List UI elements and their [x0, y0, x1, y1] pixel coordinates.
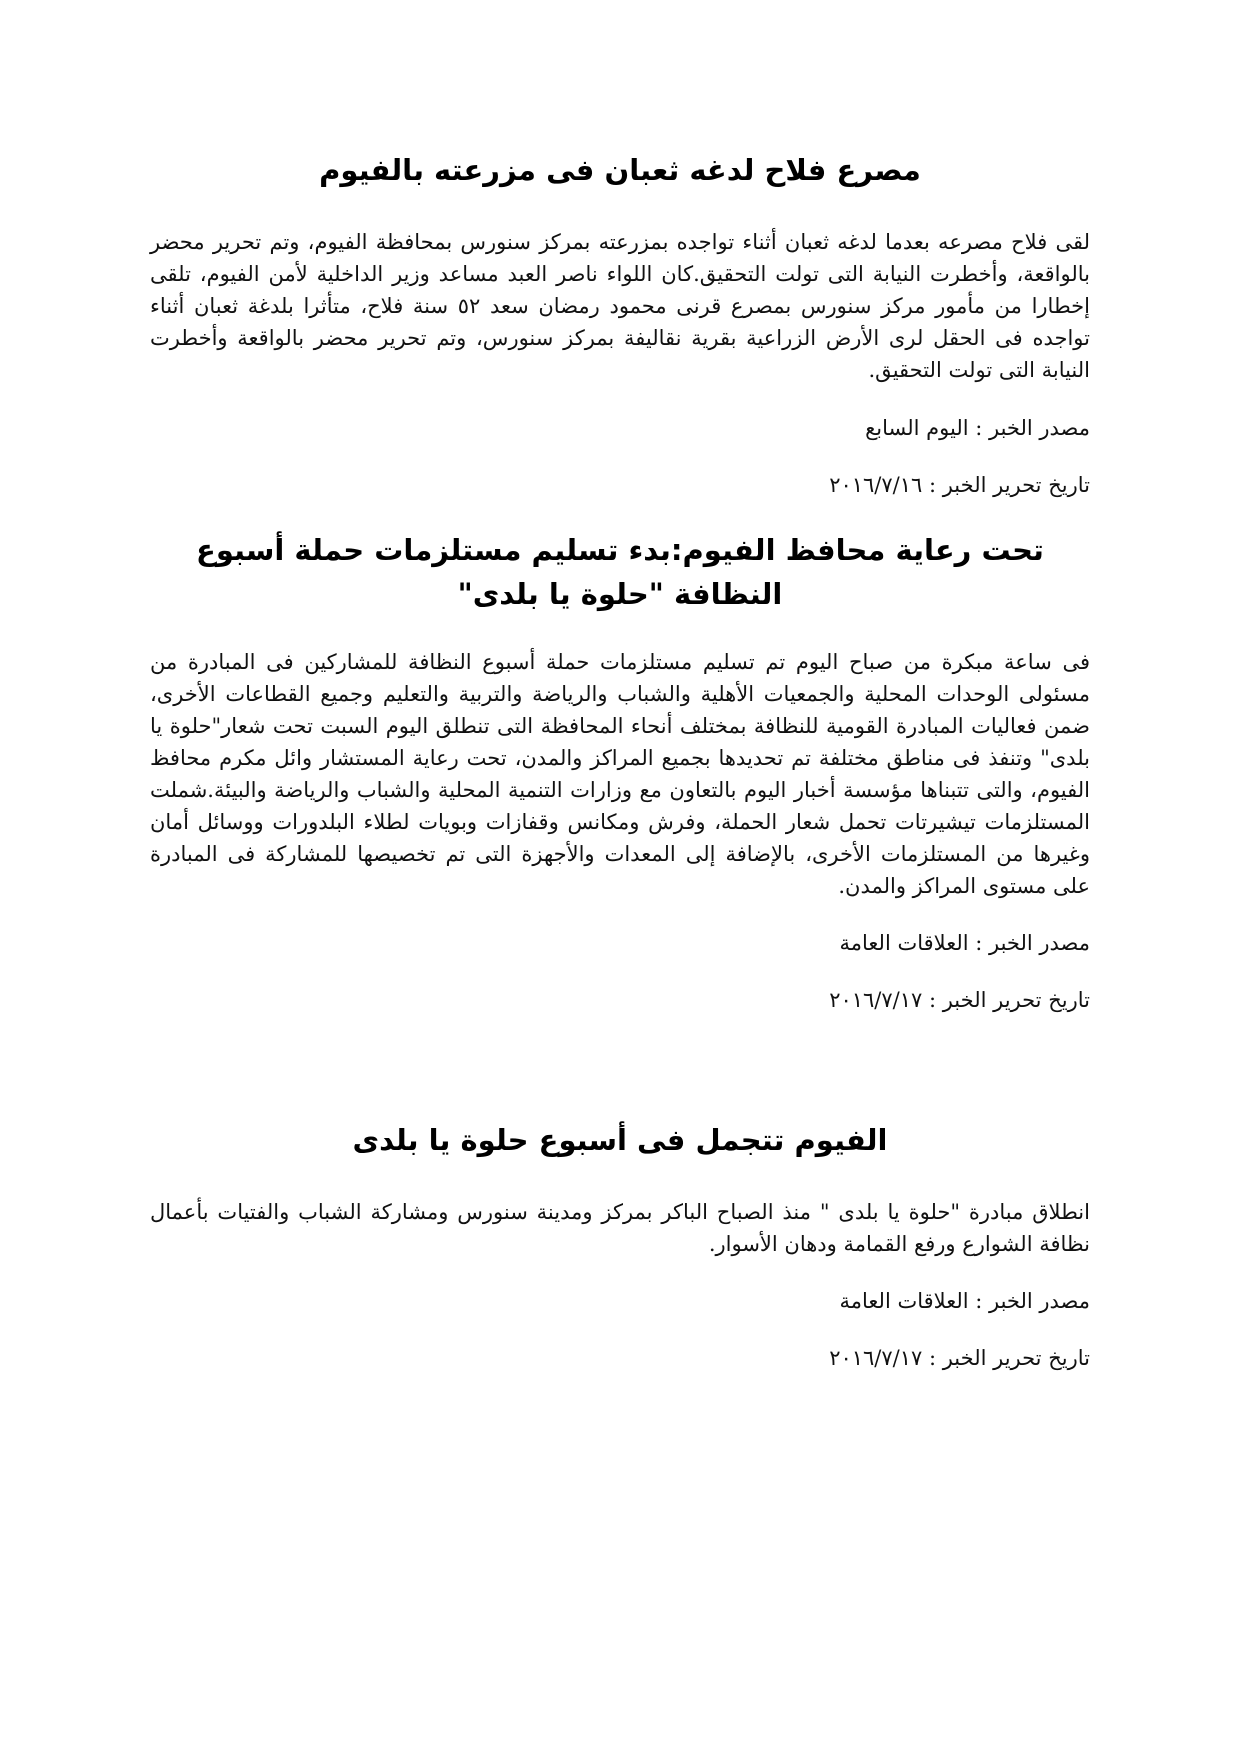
- news-document-page: [150, 0, 1090, 1754]
- news-article: [150, 1118, 1090, 1373]
- article-source: مصدر الخبر : العلاقات العامة: [839, 931, 1090, 955]
- article-headline: الفيوم تتجمل فى أسبوع حلوة يا بلدى: [352, 1123, 888, 1157]
- article-headline: تحت رعاية محافظ الفيوم:بدء تسليم مستلزمات حملة أسبوع النظافة "حلوة يا بلدى": [196, 533, 1044, 611]
- article-body: انطلاق مبادرة "حلوة يا بلدى " منذ الصباح الباكر بمركز ومدينة سنورس ومشاركة الشباب والفتيات بأعمال نظافة الشوارع ورفع القمامة ودهان الأسوار.: [150, 1200, 1090, 1256]
- news-article: [150, 528, 1090, 1015]
- article-date: تاريخ تحرير الخبر : ٢٠١٦/٧/١٧: [829, 1346, 1090, 1370]
- article-headline: مصرع فلاح لدغه ثعبان فى مزرعته بالفيوم: [319, 153, 921, 187]
- article-body: فى ساعة مبكرة من صباح اليوم تم تسليم مستلزمات حملة أسبوع النظافة للمشاركين فى المبادرة من مسئولى الوحدات المحلية والجمعيات الأهلية والشباب والرياضة والتربية والتعليم وجميع القطاعات الأخرى، ضمن فعاليات المبادرة القومية للنظافة بمختلف أنحاء المحافظة التى تنطلق اليوم السبت تحت شعار"حلوة يا بلدى" وتنفذ فى مناطق مختلفة تم تحديدها بجميع المراكز والمدن، تحت رعاية المستشار وائل مكرم محافظ الفيوم، والتى تتبناها مؤسسة أخبار اليوم بالتعاون مع وزارات التنمية المحلية والشباب والرياضة والبيئة.شملت المستلزمات تيشيرتات تحمل شعار الحملة، وفرش ومكانس وقفازات وبويات لطلاء البلدورات ووسائل أمان وغيرها من المستلزمات الأخرى، بالإضافة إلى المعدات والأجهزة التى تم تخصيصها للمشاركة فى المبادرة على مستوى المراكز والمدن.: [150, 650, 1090, 898]
- article-body: لقى فلاح مصرعه بعدما لدغه ثعبان أثناء تواجده بمزرعته بمركز سنورس بمحافظة الفيوم، وتم تحرير محضر بالواقعة، وأخطرت النيابة التى تولت التحقيق.كان اللواء ناصر العبد مساعد وزير الداخلية لأمن الفيوم، تلقى إخطارا من مأمور مركز سنورس بمصرع قرنى محمود رمضان سعد ٥٢ سنة فلاح، متأثرا بلدغة ثعبان أثناء تواجده فى الحقل لرى الأرض الزراعية بقرية نقاليفة بمركز سنورس، وتم تحرير محضر بالواقعة وأخطرت النيابة التى تولت التحقيق.: [150, 230, 1090, 382]
- article-date: تاريخ تحرير الخبر : ٢٠١٦/٧/١٦: [829, 473, 1090, 497]
- article-date: تاريخ تحرير الخبر : ٢٠١٦/٧/١٧: [829, 988, 1090, 1012]
- article-source: مصدر الخبر : اليوم السابع: [865, 416, 1090, 440]
- news-article: [150, 148, 1090, 500]
- article-source: مصدر الخبر : العلاقات العامة: [839, 1289, 1090, 1313]
